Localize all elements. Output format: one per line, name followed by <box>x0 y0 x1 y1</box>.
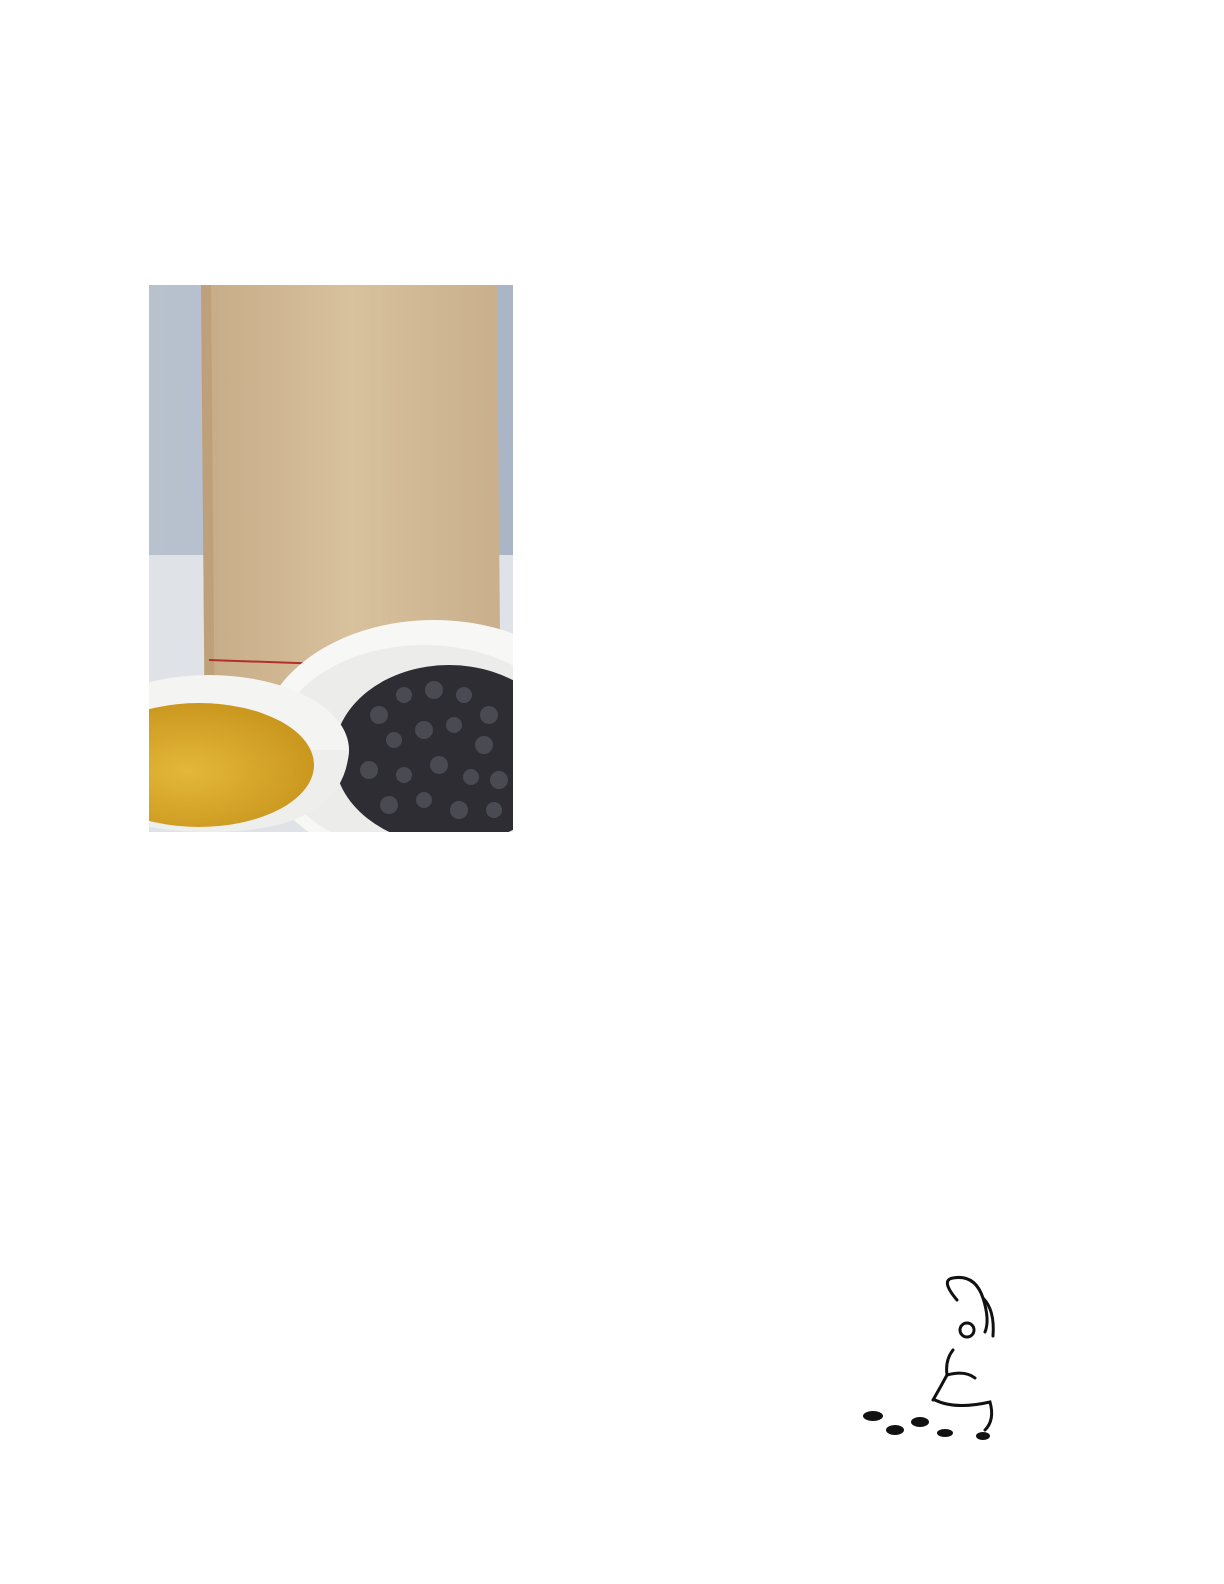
tea-centre-logo-icon <box>845 1270 1025 1450</box>
tea-product-photo <box>149 285 513 832</box>
